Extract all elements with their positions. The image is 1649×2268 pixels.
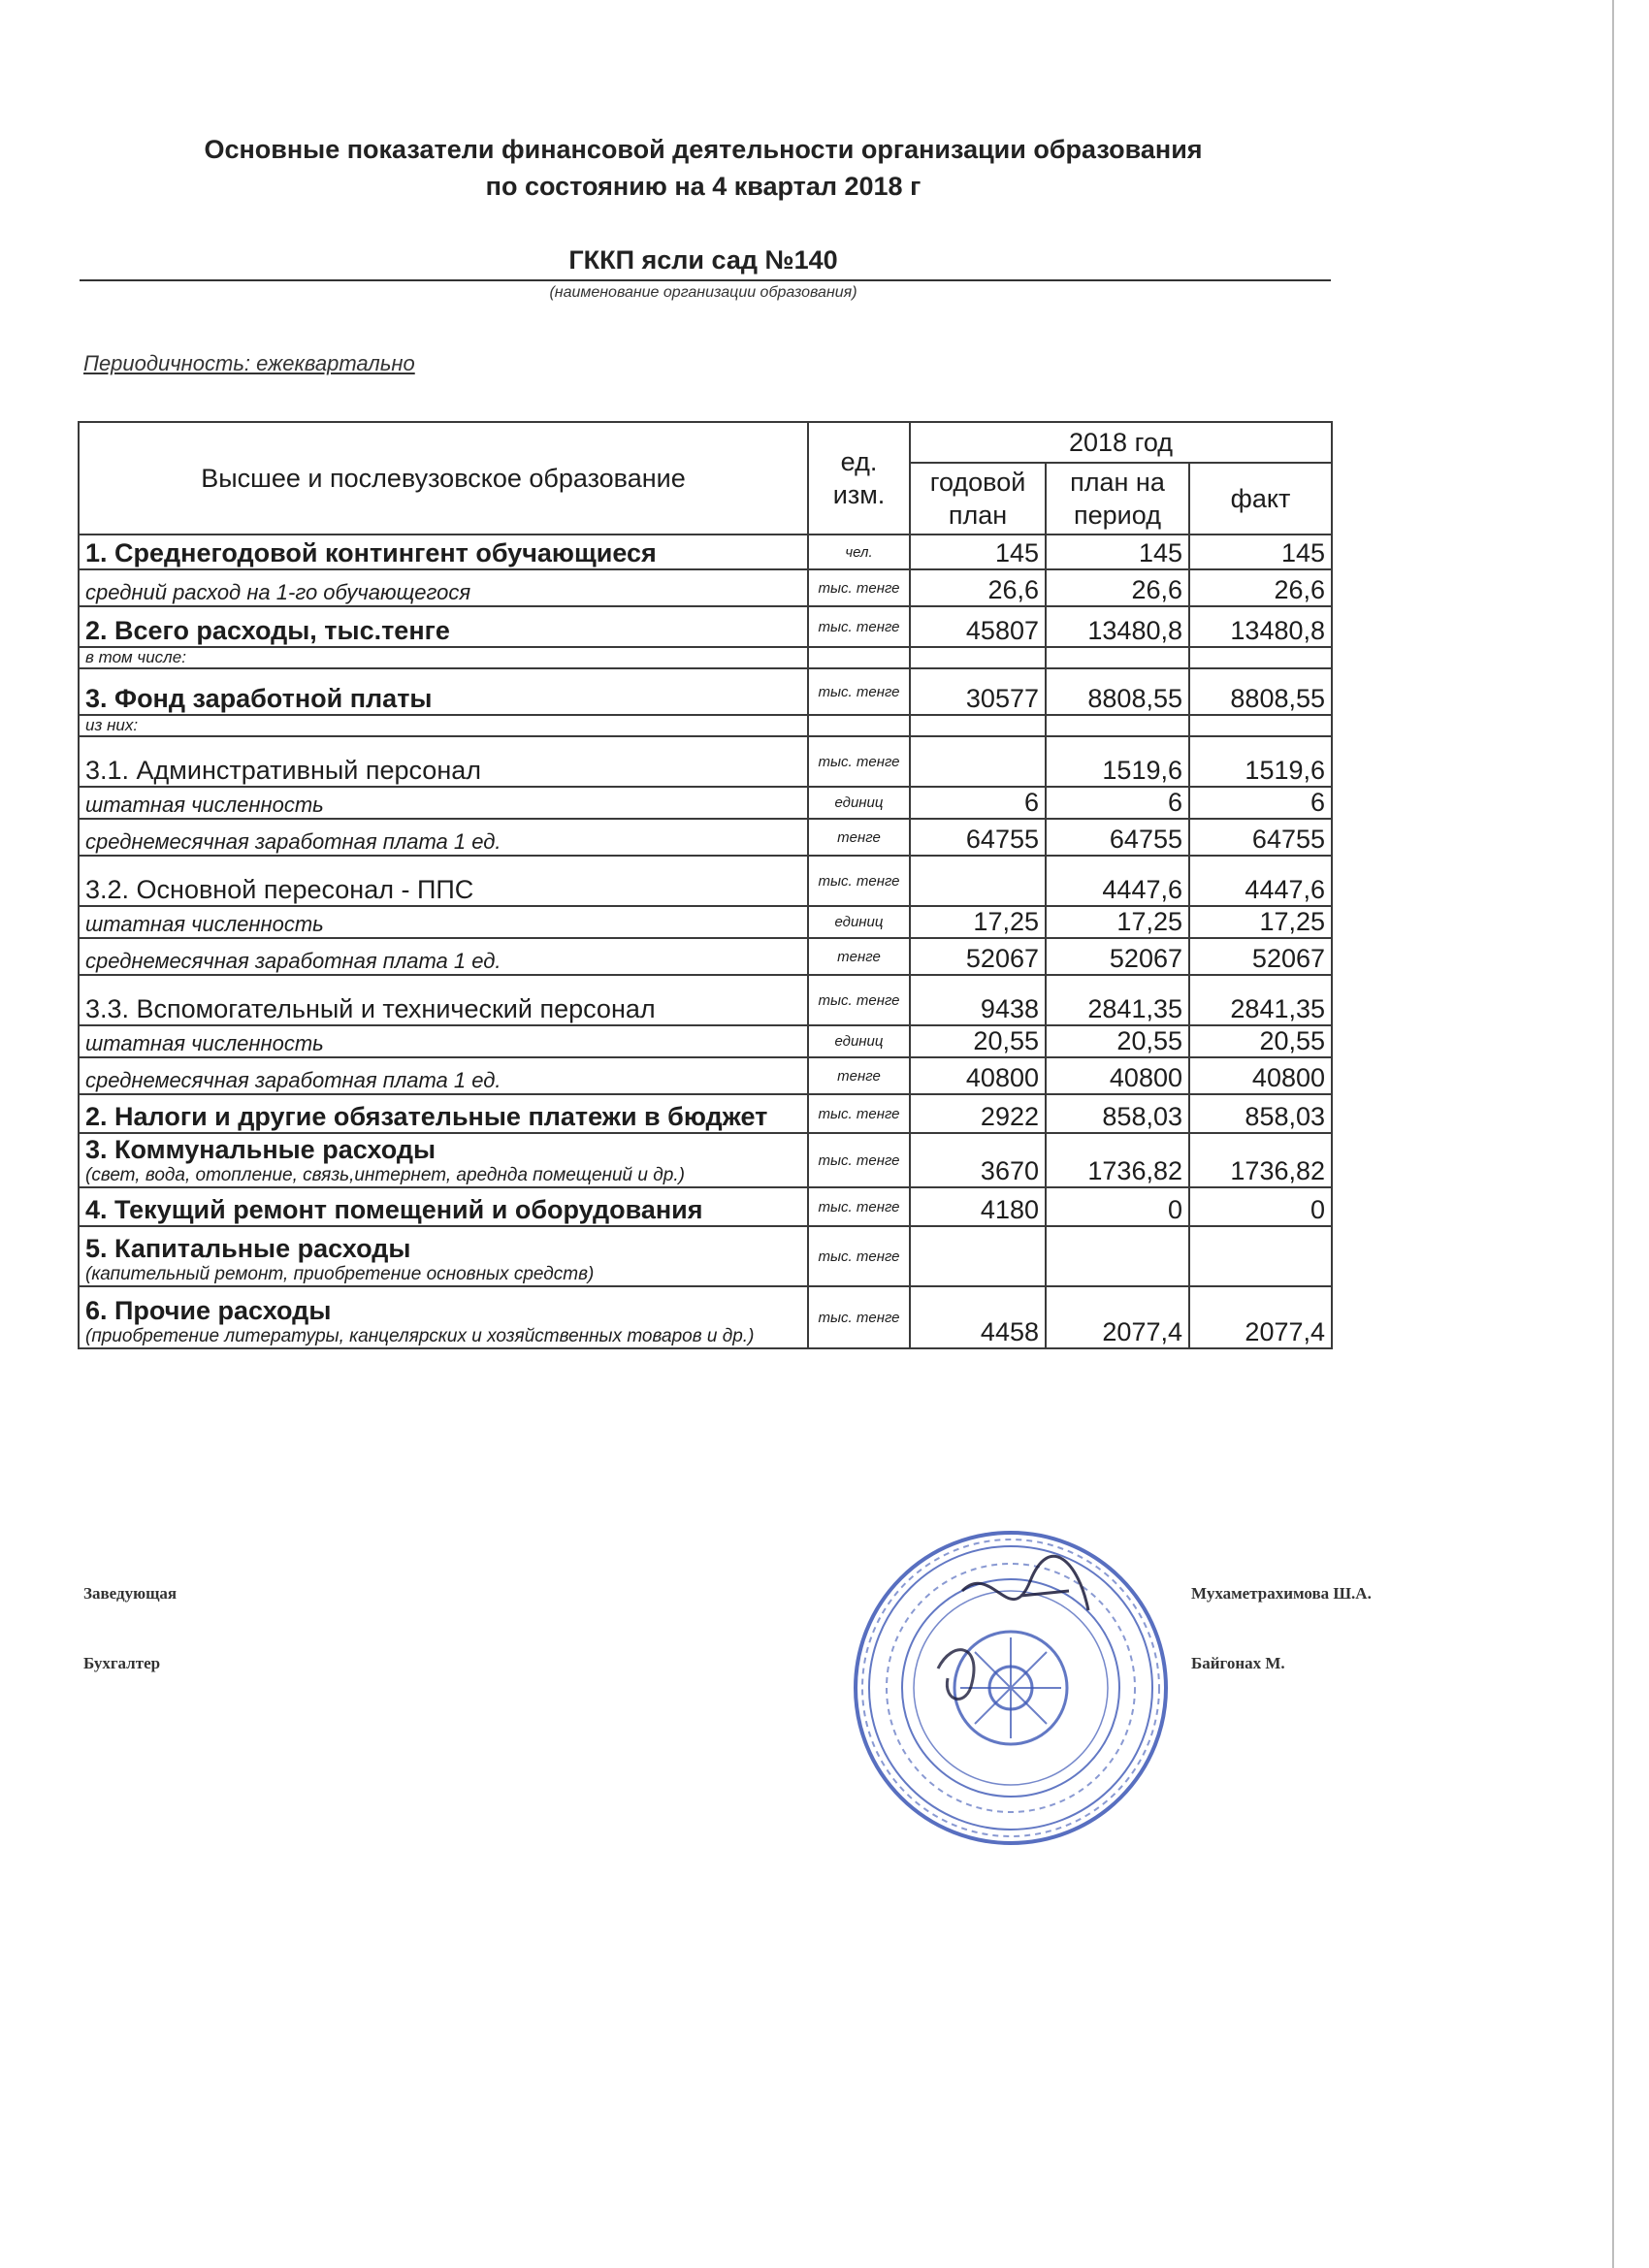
row-name-cell — [79, 1025, 808, 1057]
period-plan-value: 1736,82 — [1046, 1133, 1189, 1187]
title-line-1: Основные показатели финансовой деятельности организации образования — [204, 135, 1203, 164]
row-name: среднемесячная заработная плата 1 ед. — [85, 1068, 501, 1092]
fact-value: 17,25 — [1189, 906, 1332, 938]
period-plan-value — [1046, 715, 1189, 736]
row-name: 4. Текущий ремонт помещений и оборудования — [85, 1195, 703, 1224]
row-subtitle: (свет, вода, отопление, связь,интернет, аредндa помещений и др.) — [85, 1165, 685, 1185]
fact-value: 20,55 — [1189, 1025, 1332, 1057]
organization-caption: (наименование организации образования) — [549, 284, 857, 301]
period-plan-value: 26,6 — [1046, 569, 1189, 606]
annual-plan-value: 40800 — [910, 1057, 1046, 1094]
row-unit — [808, 647, 910, 668]
row-unit: тыс. тенге — [808, 1286, 910, 1348]
fact-value: 52067 — [1189, 938, 1332, 975]
row-subtitle: (приобретение литературы, канцелярских и хозяйственных товаров и др.) — [85, 1326, 755, 1346]
row-name: 3.3. Вспомогательный и технический персонал — [85, 994, 656, 1023]
row-name: штатная численность — [85, 793, 324, 817]
table-row — [79, 938, 1332, 975]
fact-value: 0 — [1189, 1187, 1332, 1226]
row-unit: тенге — [808, 938, 910, 975]
fact-value: 2841,35 — [1189, 975, 1332, 1025]
row-name-cell — [79, 1187, 808, 1226]
row-name-cell — [79, 975, 808, 1025]
table-row — [79, 1226, 1332, 1286]
period-plan-value: 1519,6 — [1046, 736, 1189, 787]
fact-value: 858,03 — [1189, 1094, 1332, 1133]
row-name-cell — [79, 715, 808, 736]
table-row — [79, 535, 1332, 569]
table-row — [79, 1133, 1332, 1187]
annual-plan-value: 145 — [910, 535, 1046, 569]
document-title — [78, 131, 1329, 205]
fact-value: 1519,6 — [1189, 736, 1332, 787]
table-body — [79, 535, 1332, 1348]
period-plan-value: 52067 — [1046, 938, 1189, 975]
row-unit: чел. — [808, 535, 910, 569]
row-unit: тыс. тенге — [808, 569, 910, 606]
annual-plan-value: 26,6 — [910, 569, 1046, 606]
row-name: штатная численность — [85, 1031, 324, 1055]
row-name-cell — [79, 787, 808, 819]
period-plan-value — [1046, 647, 1189, 668]
period-plan-value: 40800 — [1046, 1057, 1189, 1094]
organization-underline — [80, 279, 1331, 281]
table-row — [79, 906, 1332, 938]
fact-value: 26,6 — [1189, 569, 1332, 606]
row-name-cell — [79, 1286, 808, 1348]
title-line-2: по состоянию на 4 квартал 2018 г — [485, 172, 922, 201]
row-unit: тенге — [808, 1057, 910, 1094]
row-name: средний расход на 1-го обучающегося — [85, 580, 471, 604]
row-name: среднемесячная заработная плата 1 ед. — [85, 829, 501, 854]
period-plan-value: 6 — [1046, 787, 1189, 819]
row-unit: тыс. тенге — [808, 856, 910, 906]
row-name-cell — [79, 1057, 808, 1094]
annual-plan-value: 4180 — [910, 1187, 1046, 1226]
header-fact: факт — [1189, 463, 1332, 535]
period-plan-value: 20,55 — [1046, 1025, 1189, 1057]
period-plan-value: 64755 — [1046, 819, 1189, 856]
row-unit: тенге — [808, 819, 910, 856]
head-label: Заведующая — [83, 1584, 178, 1603]
header-name: Высшее и послевузовское образование — [79, 422, 808, 535]
annual-plan-value: 45807 — [910, 606, 1046, 647]
fact-value — [1189, 715, 1332, 736]
row-unit — [808, 715, 910, 736]
table-row — [79, 1286, 1332, 1348]
row-name: из них: — [85, 716, 139, 734]
table-row — [79, 715, 1332, 736]
scan-edge — [1612, 0, 1614, 2268]
fact-value: 64755 — [1189, 819, 1332, 856]
financial-table — [78, 421, 1333, 1349]
table-row — [79, 975, 1332, 1025]
period-plan-value: 858,03 — [1046, 1094, 1189, 1133]
fact-value: 40800 — [1189, 1057, 1332, 1094]
period-plan-value: 2841,35 — [1046, 975, 1189, 1025]
fact-value: 145 — [1189, 535, 1332, 569]
accountant-name: Байгонах М. — [1191, 1654, 1285, 1672]
row-name: 3.2. Основной пересонал - ППС — [85, 875, 474, 904]
row-unit: тыс. тенге — [808, 1094, 910, 1133]
row-unit: тыс. тенге — [808, 736, 910, 787]
row-name: штатная численность — [85, 912, 324, 936]
row-name: среднемесячная заработная плата 1 ед. — [85, 949, 501, 973]
accountant-label: Бухгалтер — [83, 1654, 161, 1672]
row-name: 2. Всего расходы, тыс.тенге — [85, 616, 450, 645]
row-name-cell — [79, 1133, 808, 1187]
annual-plan-value — [910, 1226, 1046, 1286]
table-row — [79, 668, 1332, 715]
row-name-cell — [79, 647, 808, 668]
header-annual-plan: годовой план — [910, 463, 1046, 535]
table-row — [79, 606, 1332, 647]
period-plan-value: 13480,8 — [1046, 606, 1189, 647]
row-name: 3.1. Админстративный персонал — [85, 756, 482, 785]
row-name-cell — [79, 1226, 808, 1286]
row-unit: тыс. тенге — [808, 1187, 910, 1226]
official-stamp — [846, 1523, 1176, 1853]
table-row — [79, 1094, 1332, 1133]
fact-value: 1736,82 — [1189, 1133, 1332, 1187]
row-unit: единиц — [808, 1025, 910, 1057]
row-name-cell — [79, 906, 808, 938]
fact-value: 6 — [1189, 787, 1332, 819]
row-name-cell — [79, 569, 808, 606]
annual-plan-value: 3670 — [910, 1133, 1046, 1187]
row-name-cell — [79, 736, 808, 787]
period-plan-value: 4447,6 — [1046, 856, 1189, 906]
row-name: 1. Среднегодовой контингент обучающиеся — [85, 538, 657, 567]
annual-plan-value — [910, 647, 1046, 668]
head-name: Мухаметрахимова Ш.А. — [1191, 1584, 1372, 1603]
table-row — [79, 647, 1332, 668]
fact-value — [1189, 647, 1332, 668]
row-name: 3. Коммунальные расходы — [85, 1135, 436, 1164]
annual-plan-value — [910, 715, 1046, 736]
period-plan-value — [1046, 1226, 1189, 1286]
header-period-plan: план на период — [1046, 463, 1189, 535]
table-row — [79, 819, 1332, 856]
row-unit: тыс. тенге — [808, 668, 910, 715]
row-unit: единиц — [808, 787, 910, 819]
row-unit: тыс. тенге — [808, 975, 910, 1025]
table-row — [79, 1187, 1332, 1226]
row-unit: тыс. тенге — [808, 606, 910, 647]
row-name-cell — [79, 668, 808, 715]
row-name: 5. Капитальные расходы — [85, 1234, 411, 1263]
period-plan-value: 17,25 — [1046, 906, 1189, 938]
annual-plan-value: 30577 — [910, 668, 1046, 715]
table-row — [79, 1025, 1332, 1057]
annual-plan-value: 2922 — [910, 1094, 1046, 1133]
row-name-cell — [79, 938, 808, 975]
annual-plan-value: 9438 — [910, 975, 1046, 1025]
table-row — [79, 569, 1332, 606]
row-unit: единиц — [808, 906, 910, 938]
row-unit: тыс. тенге — [808, 1133, 910, 1187]
period-plan-value: 2077,4 — [1046, 1286, 1189, 1348]
fact-value: 4447,6 — [1189, 856, 1332, 906]
header-year: 2018 год — [910, 422, 1332, 463]
table-row — [79, 1057, 1332, 1094]
period-plan-value: 0 — [1046, 1187, 1189, 1226]
header-unit: ед. изм. — [808, 422, 910, 535]
row-subtitle: (капительный ремонт, приобретение основных средств) — [85, 1264, 595, 1284]
table-row — [79, 856, 1332, 906]
row-name: 2. Налоги и другие обязательные платежи в бюджет — [85, 1102, 768, 1131]
fact-value: 8808,55 — [1189, 668, 1332, 715]
row-unit: тыс. тенге — [808, 1226, 910, 1286]
periodicity-note: Периодичность: ежеквартально — [83, 351, 415, 375]
annual-plan-value — [910, 736, 1046, 787]
period-plan-value: 8808,55 — [1046, 668, 1189, 715]
annual-plan-value: 20,55 — [910, 1025, 1046, 1057]
organization-name: ГККП ясли сад №140 — [568, 245, 838, 275]
fact-value: 2077,4 — [1189, 1286, 1332, 1348]
annual-plan-value: 6 — [910, 787, 1046, 819]
row-name: в том числе: — [85, 648, 186, 666]
fact-value — [1189, 1226, 1332, 1286]
row-name-cell — [79, 1094, 808, 1133]
period-plan-value: 145 — [1046, 535, 1189, 569]
annual-plan-value: 17,25 — [910, 906, 1046, 938]
table-header-row-1 — [79, 422, 1332, 463]
row-name-cell — [79, 606, 808, 647]
row-name-cell — [79, 856, 808, 906]
table-row — [79, 787, 1332, 819]
row-name-cell — [79, 535, 808, 569]
row-name-cell — [79, 819, 808, 856]
annual-plan-value: 64755 — [910, 819, 1046, 856]
row-name: 6. Прочие расходы — [85, 1296, 332, 1325]
row-name: 3. Фонд заработной платы — [85, 684, 433, 713]
annual-plan-value — [910, 856, 1046, 906]
fact-value: 13480,8 — [1189, 606, 1332, 647]
annual-plan-value: 4458 — [910, 1286, 1046, 1348]
table-row — [79, 736, 1332, 787]
annual-plan-value: 52067 — [910, 938, 1046, 975]
